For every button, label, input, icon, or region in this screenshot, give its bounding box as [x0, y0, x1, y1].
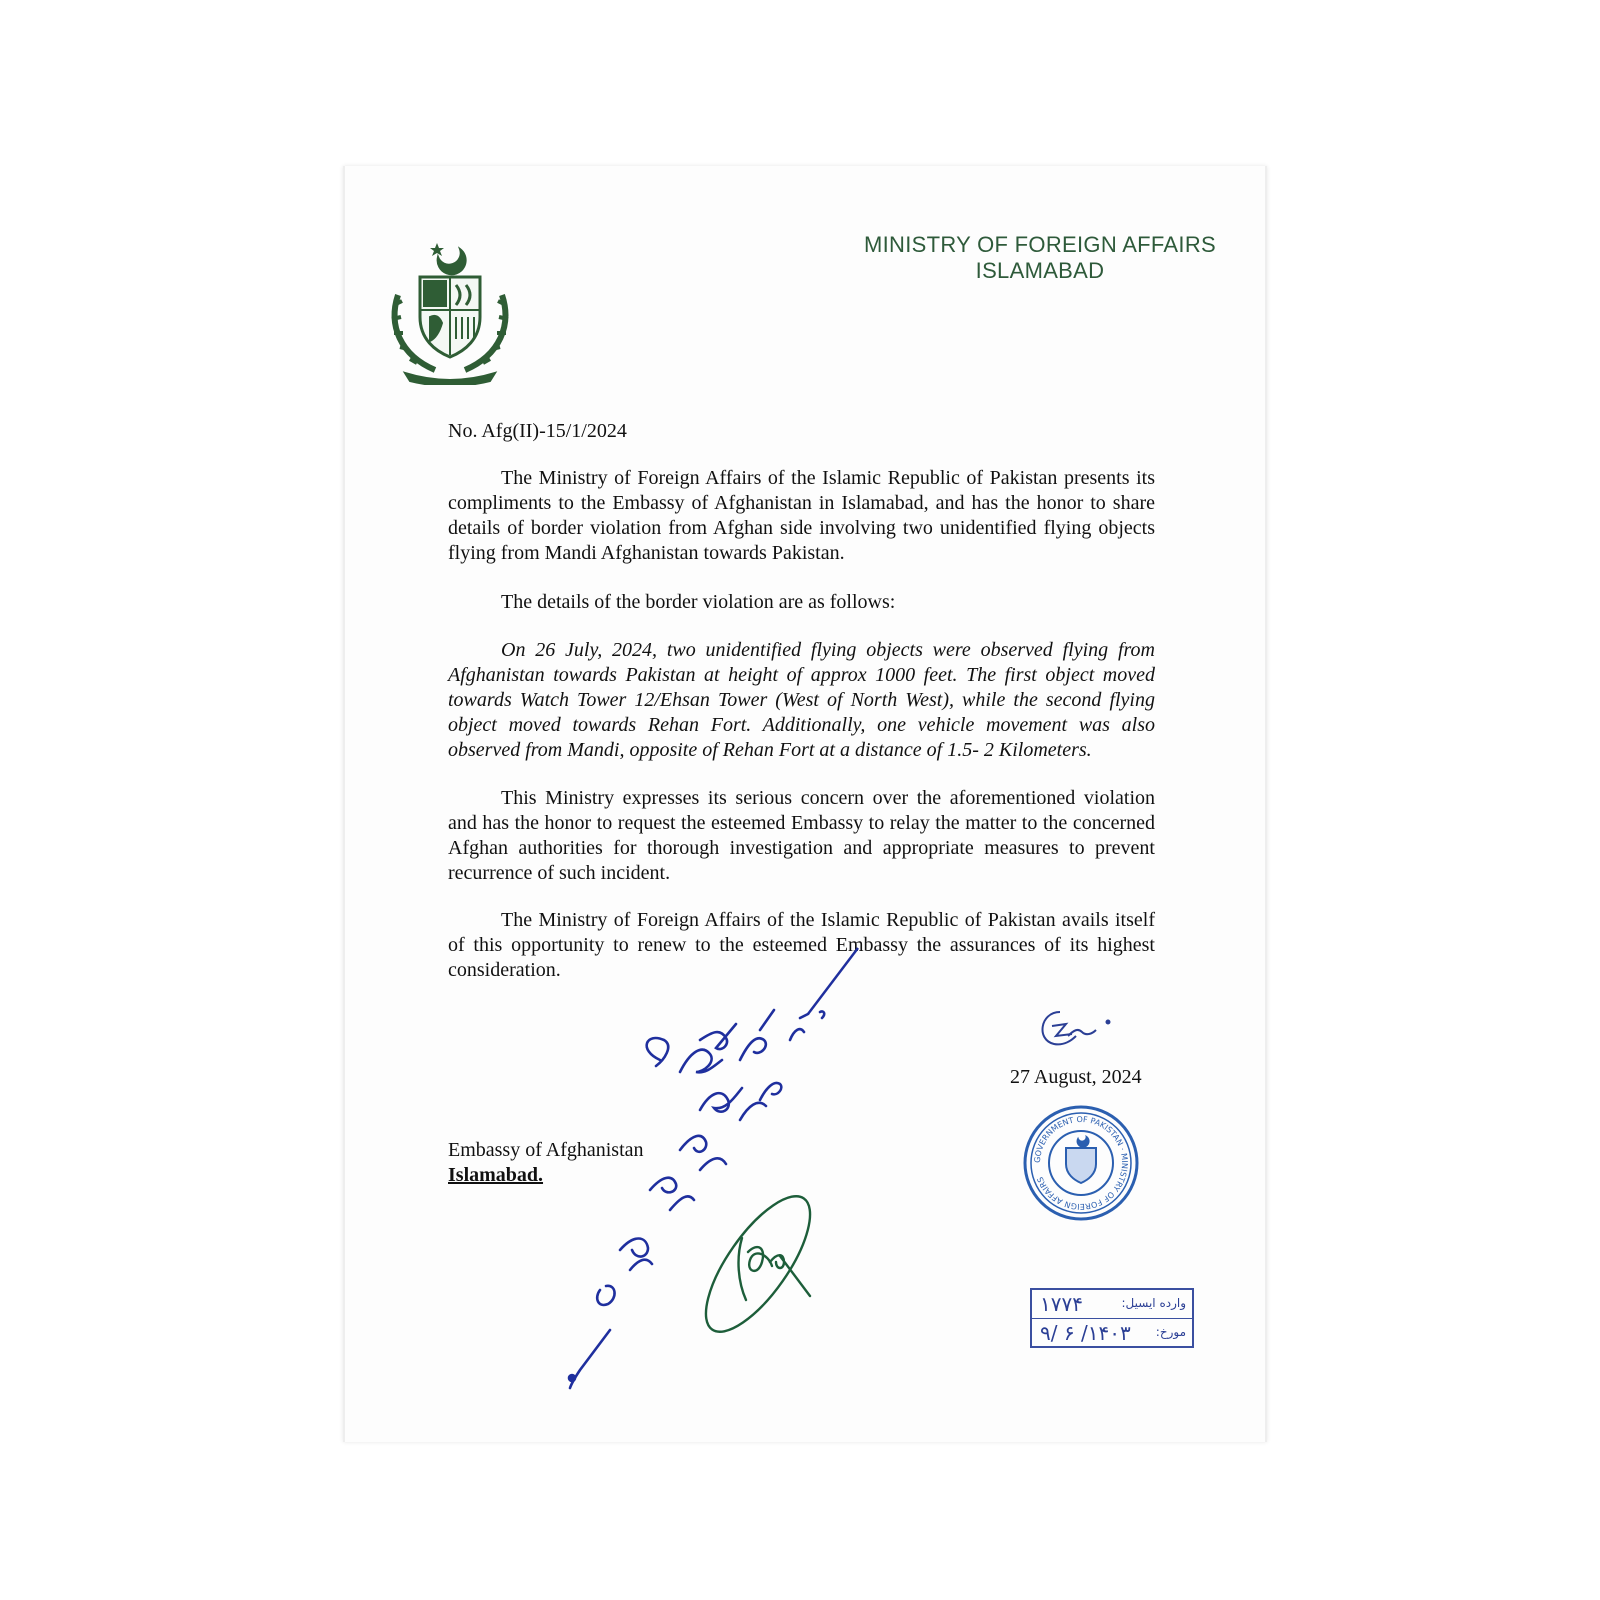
- recipient-address: [448, 1138, 644, 1188]
- paragraph-details-heading: The details of the border violation are as follows:: [501, 591, 896, 613]
- stamp-date-label: مورخ:: [1155, 1325, 1186, 1339]
- seal-text: GOVERNMENT OF PAKISTAN · MINISTRY OF FOREIGN AFFAIRS: [1032, 1114, 1130, 1212]
- reference-number: No. Afg(II)-15/1/2024: [448, 420, 627, 442]
- paragraph-introduction: The Ministry of Foreign Affairs of the Islamic Republic of Pakistan presents its compliments to the Embassy of Afghanistan in Islamabad, and has the honor to share details of border violation from Afghan side involving two unidentified flying objects flying from Mandi Afghanistan towards Pakistan.: [448, 467, 1155, 564]
- receipt-stamp: [1030, 1288, 1194, 1348]
- state-emblem-icon: [380, 235, 520, 385]
- recipient-city: Islamabad.: [448, 1164, 544, 1186]
- stamp-incoming-label: وارده ایسیل:: [1121, 1296, 1186, 1310]
- letterhead-city: ISLAMABAD: [975, 258, 1105, 283]
- recipient-name: Embassy of Afghanistan: [448, 1139, 644, 1161]
- stamp-row-date: [1032, 1319, 1192, 1347]
- stamp-date-value: ۱۴۰۳/ ۶ /۹: [1040, 1321, 1131, 1345]
- stamp-row-incoming: [1032, 1290, 1192, 1319]
- paragraph-closing: The Ministry of Foreign Affairs of the Islamic Republic of Pakistan avails itself of this opportunity to renew to the esteemed Embassy the assurances of its highest consideration.: [448, 909, 1155, 981]
- ministry-name: MINISTRY OF FOREIGN AFFAIRS: [863, 232, 1216, 257]
- paragraph-incident-details: On 26 July, 2024, two unidentified flying objects were observed flying from Afghanistan towards Pakistan at height of approx 1000 feet. The first object moved towards Watch Tower 12/Ehsan Tower (West of North West), while the second flying object moved towards Rehan Fort. Additionally, one vehicle movement was also observed from Mandi, opposite of Rehan Fort at a distance of 1.5- 2 Kilometers.: [448, 639, 1155, 761]
- stamp-incoming-number: ۱۷۷۴: [1040, 1292, 1083, 1316]
- letter-date: 27 August, 2024: [1010, 1066, 1142, 1088]
- letterhead: [830, 232, 1250, 284]
- paragraph-concern: This Ministry expresses its serious concern over the aforementioned violation and has the honor to request the esteemed Embassy to relay the matter to the concerned Afghan authorities for thorough investigation and appropriate measures to prevent recurrence of such incident.: [448, 787, 1155, 884]
